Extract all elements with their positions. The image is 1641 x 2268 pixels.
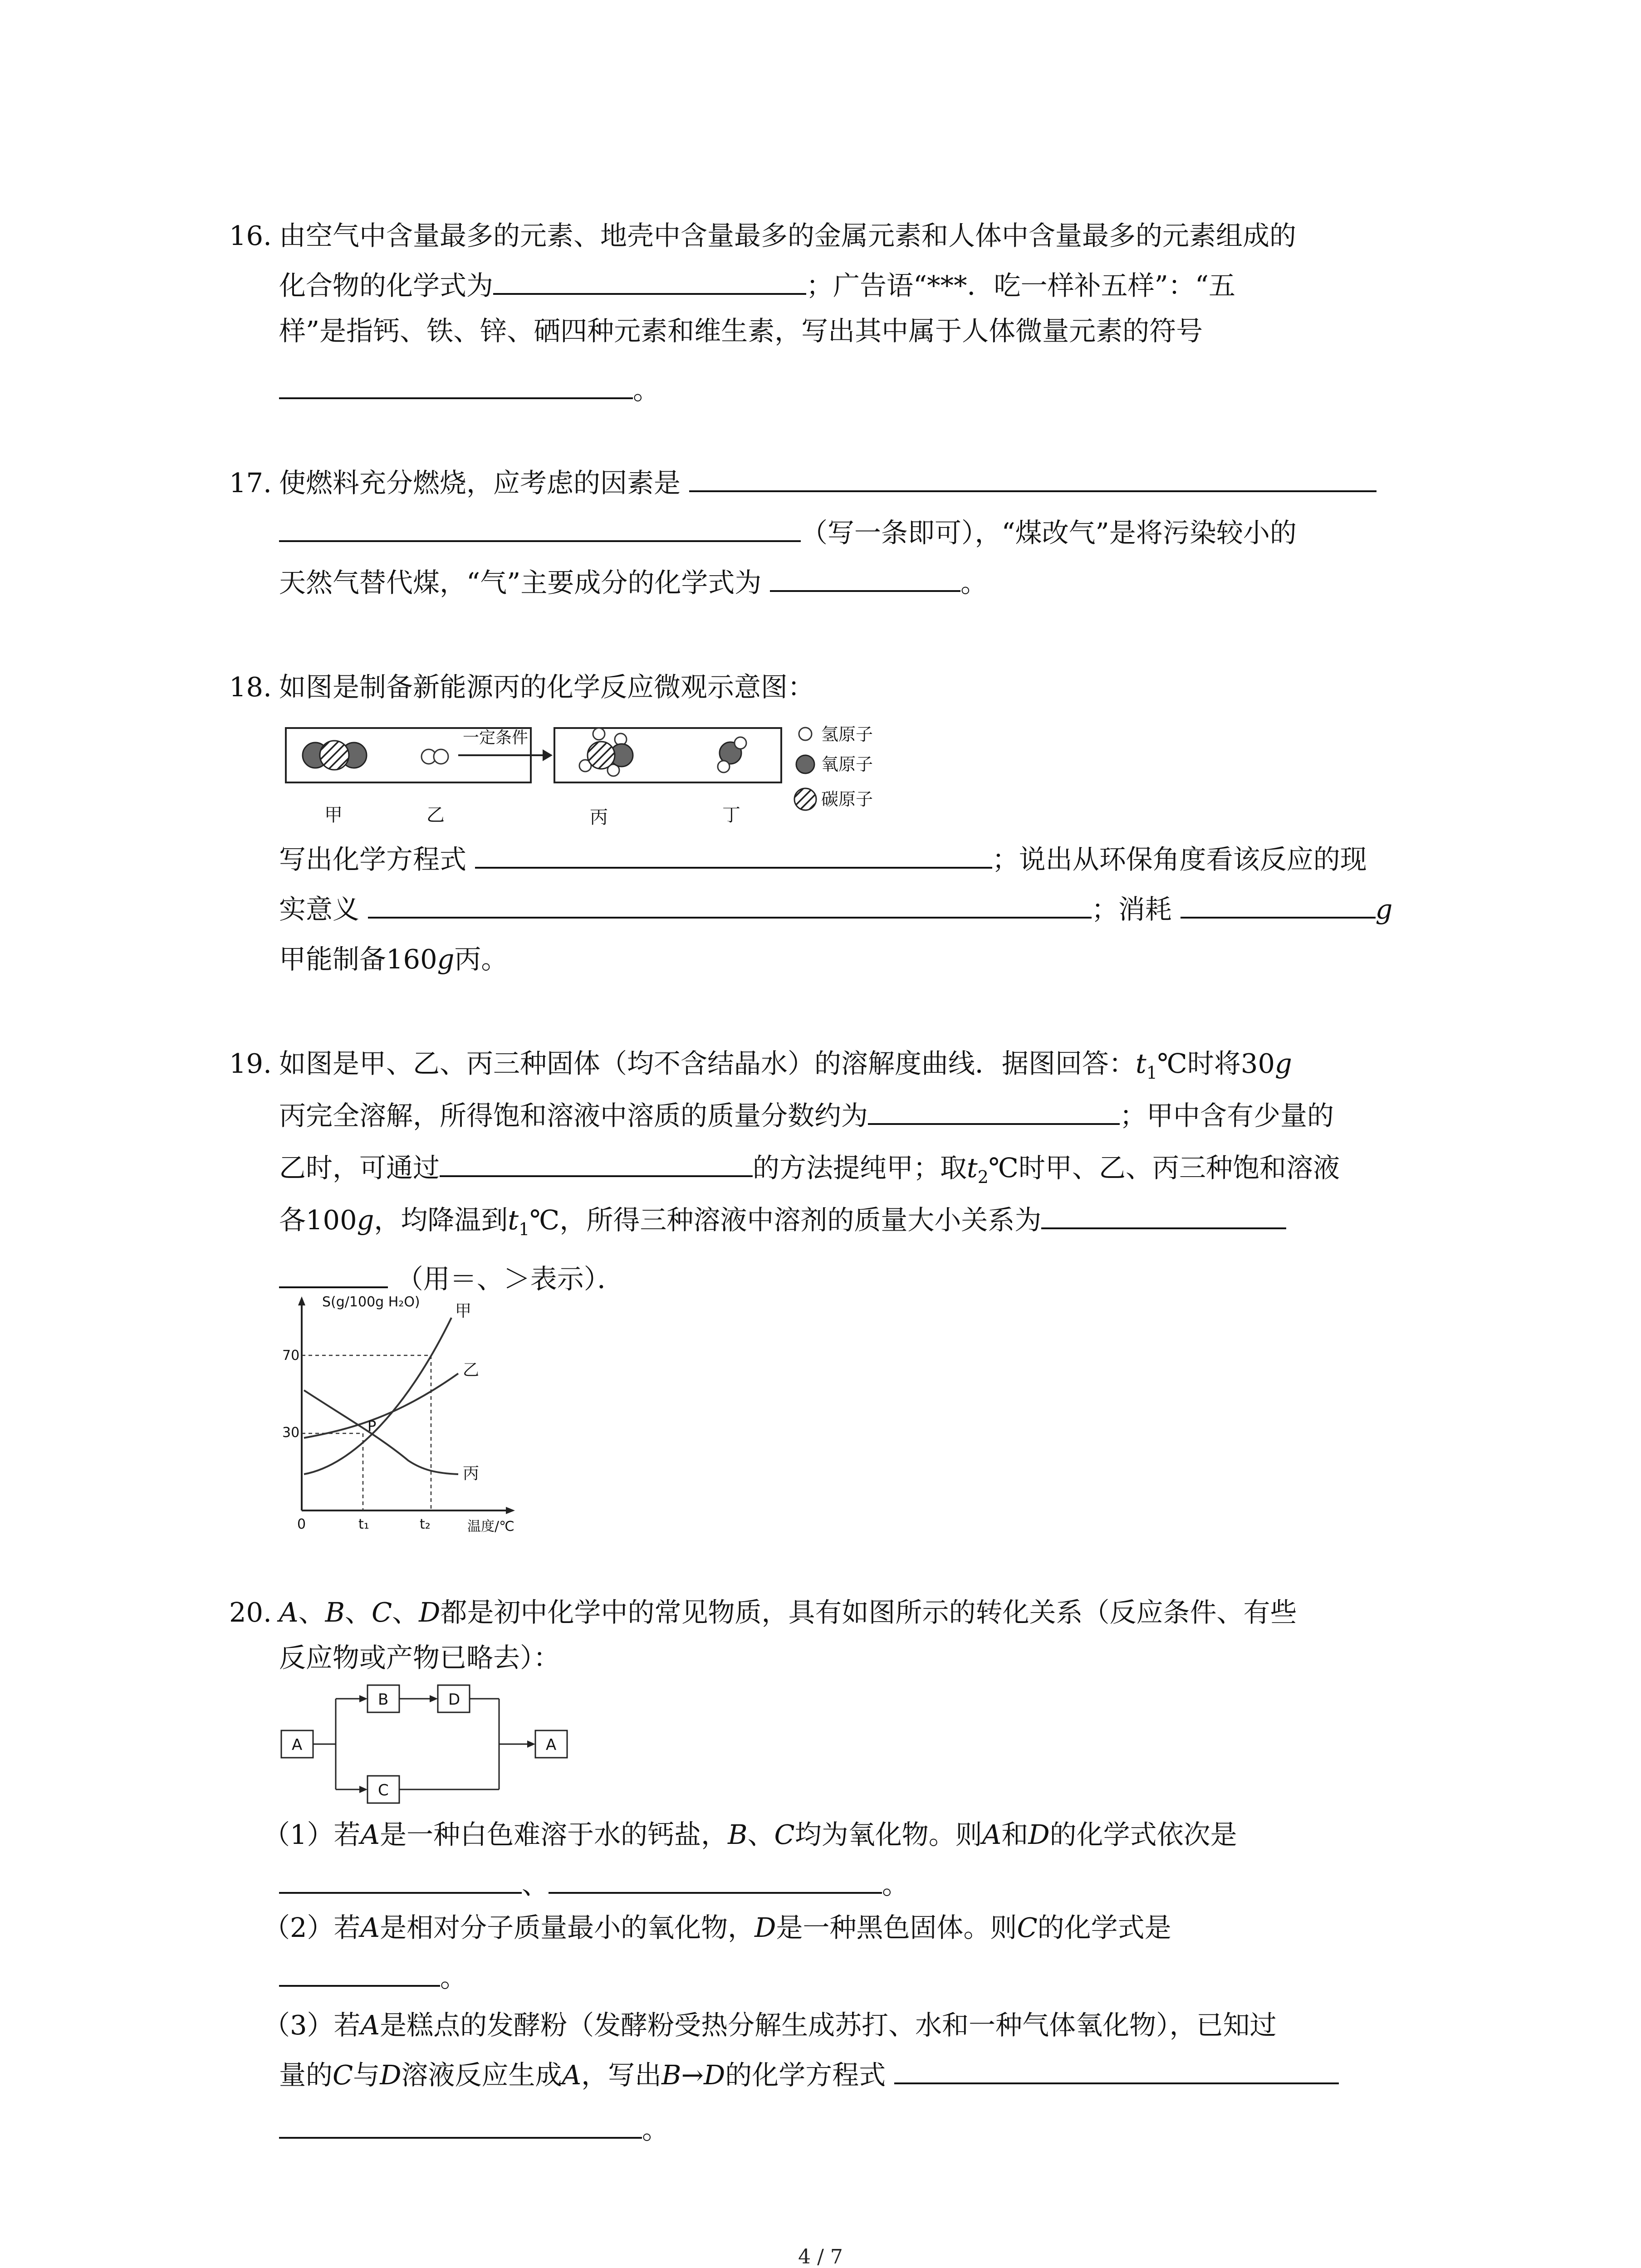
q20-var: A xyxy=(562,2059,582,2091)
q20-text: 是糕点的发酵粉（发酵粉受热分解生成苏打、水和一种气体氧化物），已知过 xyxy=(380,2009,1277,2041)
q20-var: C xyxy=(1017,1912,1038,1943)
node-a-start-label: A xyxy=(292,1736,303,1754)
q19-text: ℃，所得三种溶液中溶剂的质量大小关系为 xyxy=(529,1204,1042,1236)
q20-p3-line1 xyxy=(263,2000,1277,2050)
q20-var: D xyxy=(419,1597,441,1628)
node-d-label: D xyxy=(448,1691,460,1709)
q17-text: 使燃料充分燃烧，应考虑的因素是 xyxy=(279,467,681,499)
hydrogen-atom-icon xyxy=(799,728,812,740)
q19-text: 乙时，可通过 xyxy=(279,1152,440,1183)
q20-blank-a-formula[interactable] xyxy=(279,1866,522,1894)
q19-line1 xyxy=(279,1039,1292,1098)
q16-blank-symbol[interactable] xyxy=(279,371,633,399)
q20-text: （1）若 xyxy=(263,1819,361,1850)
q19-blank-method[interactable] xyxy=(440,1149,753,1177)
q16-line3: 样”是指钙、铁、锌、硒四种元素和维生素，写出其中属于人体微量元素的符号 xyxy=(279,315,1203,347)
q19-text: ；甲中含有少量的 xyxy=(1120,1100,1334,1131)
node-c-label: C xyxy=(378,1781,389,1799)
q20-text: 溶液反应生成 xyxy=(401,2059,562,2091)
q19-text: （用＝、＞表示）． xyxy=(396,1263,624,1295)
q18-blank-significance[interactable] xyxy=(368,890,1092,919)
q18-text: ；消耗 xyxy=(1091,894,1172,925)
q18-text: 甲能制备160 xyxy=(279,943,437,975)
q19-line2 xyxy=(279,1091,1334,1141)
arrow-head-icon xyxy=(430,1695,438,1702)
q19-unit: g xyxy=(357,1204,374,1236)
q20-var: D xyxy=(380,2059,402,2091)
series-bing-label: 丙 xyxy=(463,1464,480,1483)
solubility-curve-chart xyxy=(272,1293,526,1533)
hydrogen-atom-icon xyxy=(718,761,730,772)
label-ding: 丁 xyxy=(722,805,740,826)
q18-text: 写出化学方程式 xyxy=(279,844,467,875)
q20-text: 、 xyxy=(298,1597,325,1628)
q20-var: B xyxy=(728,1819,748,1850)
q20-text: 的化学方程式 xyxy=(725,2059,886,2091)
q20-text: 。 xyxy=(882,1869,909,1900)
q20-p2-line2 xyxy=(279,1953,467,2003)
q20-var: A xyxy=(360,2009,380,2041)
q17-line2 xyxy=(279,508,1297,558)
q17-blank-factor-2[interactable] xyxy=(279,514,801,542)
carbon-atom-icon xyxy=(320,741,349,770)
legend-hydrogen: 氢原子 xyxy=(821,724,873,744)
q20-text: 是相对分子质量最小的氧化物， xyxy=(380,1912,755,1943)
y-tick-30: 30 xyxy=(282,1425,300,1441)
node-a-end-label: A xyxy=(546,1736,557,1754)
question-number-18: 18. xyxy=(229,671,272,703)
q19-text: ，均降温到 xyxy=(374,1204,508,1236)
q20-text: （2）若 xyxy=(263,1912,361,1943)
q19-text: 的方法提纯甲；取 xyxy=(753,1152,967,1183)
q19-line4 xyxy=(279,1195,1286,1254)
q19-blank-relation-1[interactable] xyxy=(1041,1201,1286,1229)
q18-line4 xyxy=(279,934,508,984)
q20-arrow: → xyxy=(681,2059,704,2091)
x-tick-t2: t₂ xyxy=(420,1516,431,1532)
q19-text: 各100 xyxy=(279,1204,357,1236)
q20-text: ，写出 xyxy=(581,2059,662,2091)
series-jia-label: 甲 xyxy=(455,1302,472,1320)
q20-var: C xyxy=(774,1819,795,1850)
q17-blank-factor-1[interactable] xyxy=(689,464,1376,492)
conversion-flow-diagram xyxy=(272,1678,590,1810)
question-number-17: 17. xyxy=(229,467,272,499)
q16-text: 。 xyxy=(633,374,660,406)
q20-var: C xyxy=(372,1597,392,1628)
q20-p3-line2 xyxy=(279,2050,1339,2100)
x-axis-label: 温度/℃ xyxy=(467,1519,514,1533)
q17-line1 xyxy=(279,458,1376,508)
q19-var-t: t xyxy=(508,1204,519,1236)
q20-text: 和 xyxy=(1001,1819,1029,1850)
q16-line4 xyxy=(279,365,660,415)
q19-sub: 1 xyxy=(1146,1062,1157,1083)
arrow-head-icon xyxy=(543,749,553,761)
q20-line2: 反应物或产物已略去）： xyxy=(279,1642,560,1673)
q20-text: 。 xyxy=(440,1962,467,1993)
q20-var: D xyxy=(703,2059,725,2091)
q19-unit: g xyxy=(1275,1048,1292,1079)
label-jia: 甲 xyxy=(324,805,343,826)
question-number-20: 20. xyxy=(229,1597,272,1628)
q20-var: A xyxy=(982,1819,1002,1850)
q17-blank-gas-formula[interactable] xyxy=(770,564,960,592)
q20-var: A xyxy=(360,1912,380,1943)
q16-text: ；广告语“***．吃一样补五样”：“五 xyxy=(806,270,1236,301)
q17-text: （写一条即可），“煤改气”是将污染较小的 xyxy=(801,517,1297,548)
q20-p1-line2 xyxy=(279,1860,909,1910)
q18-text: 实意义 xyxy=(279,894,360,925)
q16-line1: 由空气中含量最多的元素、地壳中含量最多的金属元素和人体中含量最多的元素组成的 xyxy=(279,220,1297,251)
q19-text: ℃时甲、乙、丙三种饱和溶液 xyxy=(988,1152,1340,1183)
q18-line3 xyxy=(279,885,1392,934)
q20-line1 xyxy=(279,1588,1297,1637)
q19-var-t: t xyxy=(1136,1048,1146,1079)
q20-text: 量的 xyxy=(279,2059,333,2091)
q20-text: 与 xyxy=(353,2059,380,2091)
q20-var: A xyxy=(360,1819,380,1850)
q20-text: （3）若 xyxy=(263,2009,361,2041)
q19-blank-relation-2[interactable] xyxy=(279,1260,388,1288)
q20-text: 、 xyxy=(522,1869,549,1900)
hydrogen-atom-icon xyxy=(593,728,605,740)
q20-blank-equation-2[interactable] xyxy=(279,2111,642,2139)
series-yi-label: 乙 xyxy=(463,1361,480,1379)
q18-line2 xyxy=(279,835,1367,885)
q17-text: 。 xyxy=(960,567,988,598)
question-number-16: 16. xyxy=(229,220,272,251)
q18-blank-equation[interactable] xyxy=(475,841,992,869)
y-axis-arrow-icon xyxy=(298,1296,305,1305)
q20-text: 是一种白色难溶于水的钙盐， xyxy=(380,1819,728,1850)
label-yi: 乙 xyxy=(426,805,445,826)
q17-text: 天然气替代煤，“气”主要成分的化学式为 xyxy=(279,567,762,598)
q20-var: D xyxy=(1028,1819,1050,1850)
q18-line1: 如图是制备新能源丙的化学反应微观示意图： xyxy=(279,671,815,703)
series-jia-curve xyxy=(304,1318,451,1474)
q20-text: 。 xyxy=(642,2114,669,2145)
q19-blank-fraction[interactable] xyxy=(868,1097,1120,1125)
carbon-atom-icon xyxy=(588,742,615,769)
q20-text: 、 xyxy=(344,1597,372,1628)
arrow-head-icon xyxy=(527,1740,535,1748)
q19-sub: 2 xyxy=(977,1167,989,1187)
question-number-19: 19. xyxy=(229,1048,272,1079)
hydrogen-atom-icon xyxy=(434,749,448,764)
x-tick-t1: t₁ xyxy=(358,1516,369,1532)
q18-text: 丙。 xyxy=(454,943,508,975)
legend-carbon: 碳原子 xyxy=(821,789,873,809)
q20-var: A xyxy=(279,1597,299,1628)
q20-blank-c-formula[interactable] xyxy=(279,1959,440,1987)
q18-unit: g xyxy=(1375,894,1393,925)
node-b-label: B xyxy=(378,1691,389,1709)
q20-text: 是一种黑色固体。则 xyxy=(776,1912,1017,1943)
q20-p3-line3 xyxy=(279,2105,669,2155)
reaction-condition: 一定条件 xyxy=(463,728,529,747)
arrow-head-icon xyxy=(359,1786,367,1793)
q18-blank-mass[interactable] xyxy=(1181,890,1376,919)
x-axis-arrow-icon xyxy=(506,1507,515,1514)
legend-oxygen: 氧原子 xyxy=(821,754,873,774)
q19-text: 丙完全溶解，所得饱和溶液中溶质的质量分数约为 xyxy=(279,1100,868,1131)
q20-p1-line1 xyxy=(263,1810,1237,1860)
x-tick-0: 0 xyxy=(297,1516,306,1532)
q16-text: 化合物的化学式为 xyxy=(279,270,494,301)
q20-blank-d-formula[interactable] xyxy=(549,1866,882,1894)
series-bing-curve xyxy=(304,1390,458,1474)
q19-var-t: t xyxy=(967,1152,978,1183)
q20-text: 均为氧化物。则 xyxy=(794,1819,982,1850)
q19-sub: 1 xyxy=(519,1219,530,1239)
q19-line3 xyxy=(279,1143,1340,1202)
q20-var: B xyxy=(661,2059,681,2091)
q20-var: B xyxy=(325,1597,345,1628)
q20-p2-line1 xyxy=(263,1903,1171,1953)
q20-blank-equation-1[interactable] xyxy=(894,2056,1339,2084)
q19-text: 如图是甲、乙、丙三种固体（均不含结晶水）的溶解度曲线．据图回答： xyxy=(279,1048,1136,1079)
reaction-micro-diagram xyxy=(272,717,935,839)
q19-text: ℃时将30 xyxy=(1157,1048,1275,1079)
q20-text: 、 xyxy=(392,1597,419,1628)
oxygen-atom-icon xyxy=(796,755,814,773)
label-bing: 丙 xyxy=(590,807,608,828)
y-tick-70: 70 xyxy=(282,1348,300,1364)
carbon-atom-icon xyxy=(794,788,816,810)
q17-line3 xyxy=(279,558,987,608)
q18-text: ；说出从环保角度看该反应的现 xyxy=(992,844,1367,875)
q20-text: 的化学式是 xyxy=(1037,1912,1171,1943)
q18-unit: g xyxy=(437,943,455,975)
q20-var: C xyxy=(333,2059,353,2091)
y-axis-label: S(g/100g H₂O) xyxy=(322,1294,420,1310)
page-number: 4 / 7 xyxy=(798,2245,843,2268)
q16-line2 xyxy=(279,261,1235,311)
q20-text: 、 xyxy=(747,1819,774,1850)
q20-text: 都是初中化学中的常见物质，具有如图所示的转化关系（反应条件、有些 xyxy=(440,1597,1297,1628)
point-p-label: P xyxy=(367,1418,377,1435)
q20-text: 的化学式依次是 xyxy=(1049,1819,1237,1850)
q20-var: D xyxy=(754,1912,776,1943)
hydrogen-atom-icon xyxy=(735,737,746,749)
q16-blank-formula[interactable] xyxy=(493,267,806,295)
arrow-head-icon xyxy=(359,1695,367,1702)
